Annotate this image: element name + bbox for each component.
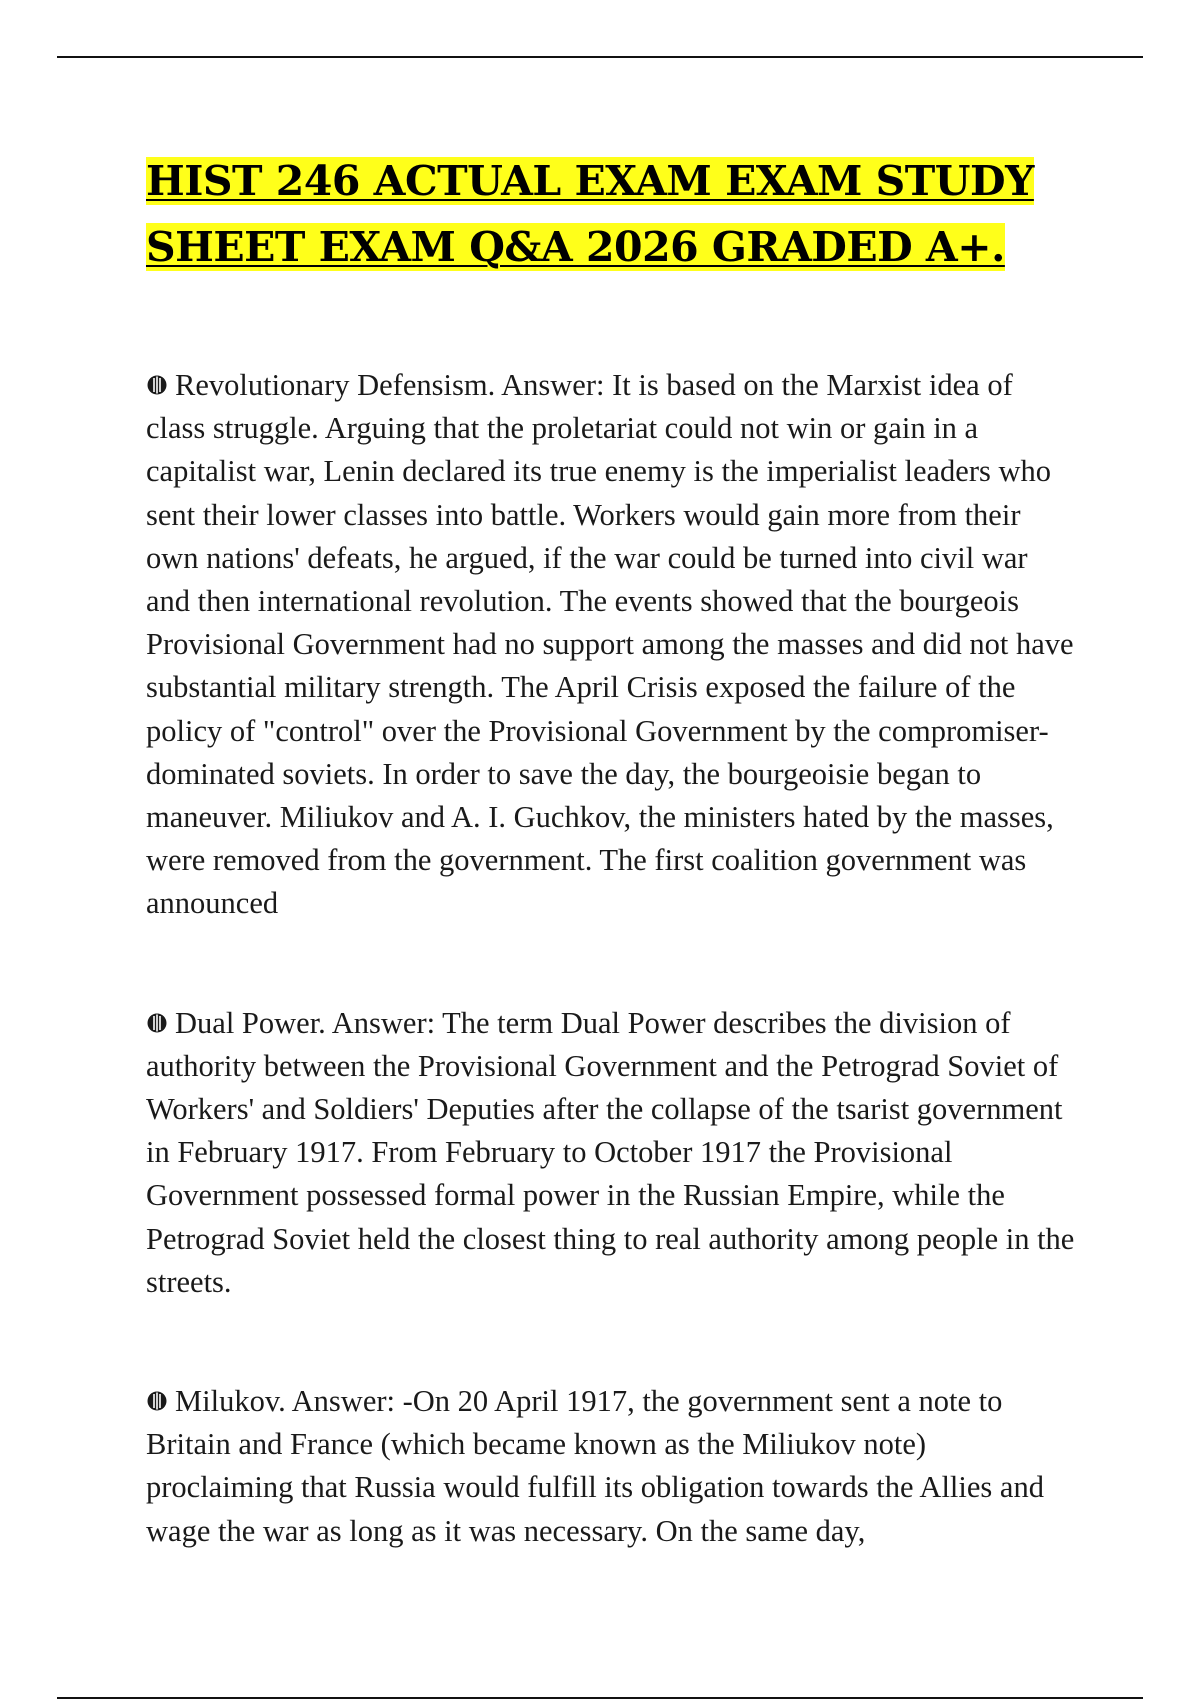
qa-entry-text: Revolutionary Defensism. Answer: It is based on the Marxist idea of class struggle. Arguing that the proletariat could not win or gain in a capitalist war, Lenin declared its true enemy is the imperialist leaders who sent their lower classes into battle. Workers would gain more from their own nations' defeats, he argued, if the war could be turned into civil war and then international revolution. The events showed that the bourgeois Provisional Government had no support among the masses and did not have substantial military strength. The April Crisis exposed the failure of the policy of "control" over the Provisional Government by the compromiser-dominated soviets. In order to save the day, the bourgeoisie began to maneuver. Miliukov and A. I. Guchkov, the ministers hated by the masses, were removed from the government. The first coalition government was announced [146, 368, 1074, 921]
qa-entry-text: Dual Power. Answer: The term Dual Power describes the division of authority between the Provisional Government and the Petrograd Soviet of Workers' and Soldiers' Deputies after the collapse of the tsarist government in February 1917. From February to October 1917 the Provisional Government possessed formal power in the Russian Empire, while the Petrograd Soviet held the closest thing to real authority among people in the streets. [146, 1005, 1075, 1299]
page-bottom-rule [57, 1697, 1143, 1699]
qa-entry-dual-power [146, 1002, 1076, 1304]
document-body [146, 148, 1076, 1553]
document-title-text: HIST 246 ACTUAL EXAM EXAM STUDY SHEET EXAM Q&A 2026 GRADED A+. [146, 157, 1034, 271]
circle-bullet-icon [146, 1012, 168, 1034]
document-title [146, 148, 1076, 280]
qa-list [146, 364, 1076, 1553]
page-top-rule [57, 56, 1143, 58]
qa-entry-revolutionary-defensism [146, 364, 1076, 926]
circle-bullet-icon [146, 1390, 168, 1412]
qa-entry-text: Milukov. Answer: -On 20 April 1917, the government sent a note to Britain and France (which became known as the Miliukov note) proclaiming that Russia would fulfill its obligation towards the Allies and wage the war as long as it was necessary. On the same day, [146, 1384, 1044, 1548]
circle-bullet-icon [146, 374, 168, 396]
qa-entry-milukov [146, 1380, 1076, 1553]
